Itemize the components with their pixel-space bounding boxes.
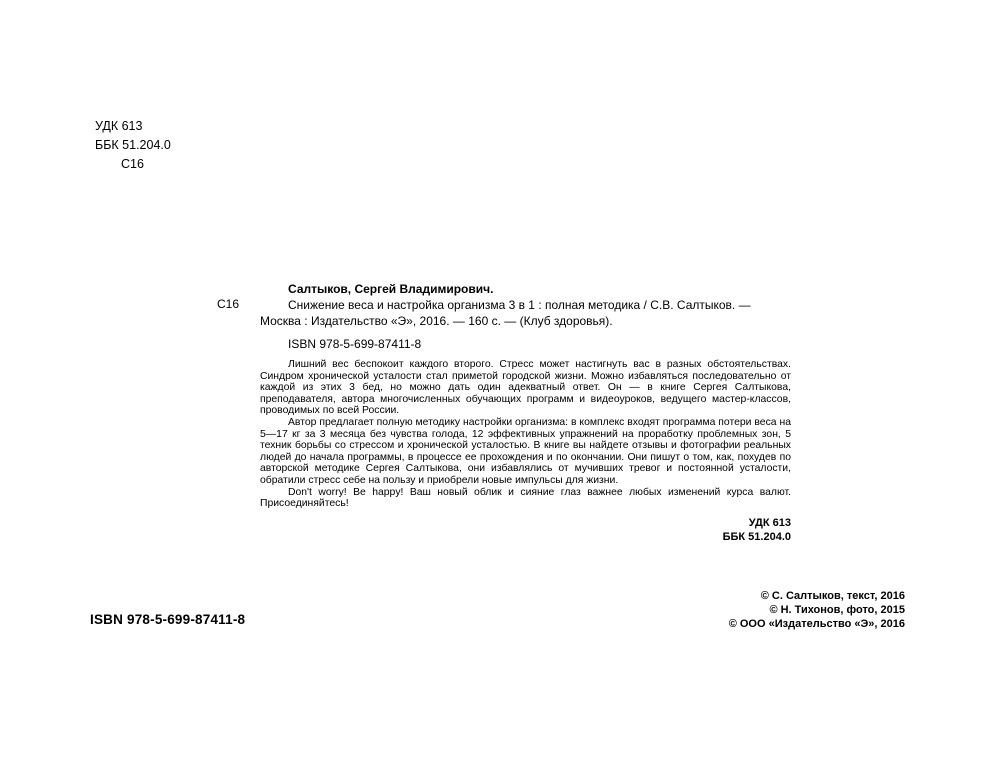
udk-code-bottom: УДК 613 bbox=[748, 516, 791, 529]
author-name: Салтыков, Сергей Владимирович. bbox=[288, 282, 494, 296]
copyright-line-text: © С. Салтыков, текст, 2016 bbox=[760, 590, 905, 602]
copyright-line-publisher: © ООО «Издательство «Э», 2016 bbox=[728, 618, 905, 630]
bbk-code-top: ББК 51.204.0 bbox=[95, 138, 171, 152]
annotation-paragraph-3: Don't worry! Be happy! Ваш новый облик и сияние глаз важнее любых изменений курса валют. Присоединяйтесь! bbox=[260, 486, 791, 510]
isbn-bottom: ISBN 978-5-699-87411-8 bbox=[90, 612, 246, 627]
classification-block-top bbox=[95, 117, 171, 174]
copyright-line-photo: © Н. Тихонов, фото, 2015 bbox=[769, 604, 905, 616]
annotation-paragraph-2: Автор предлагает полную методику настройки организма: в комплекс входят программа потери веса на 5—17 кг за 3 месяца без чувства голода, 12 эффективных упражнений на проработку проблемных зон, 5 техник борьбы со стрессом и хронической усталостью. В книге вы найдете отзывы и фотографии реальных людей до начала программы, в процессе ее прохождения и по окончании. Они пишут о том, как, похудев по авторской методике Сергея Салтыкова, они избавлялись от мучивших тревог и постоянной усталости, обратили стресс себе на пользу и приобрели новые импульсы для жизни. bbox=[260, 416, 791, 486]
copyright-block bbox=[729, 589, 905, 631]
catalog-author-sign: С16 bbox=[217, 297, 240, 311]
classification-block-bottom bbox=[260, 516, 791, 544]
bibliographic-description: Снижение веса и настройка организма 3 в 1 : полная методика / С.В. Салтыков. — Москва : Издательство «Э», 2016. — 160 с. — (Клуб здоровья). bbox=[260, 298, 751, 328]
main-text-column bbox=[260, 281, 791, 544]
annotation-paragraph-1: Лишний вес беспокоит каждого второго. Стресс может настигнуть вас в разных обстоятельствах. Синдром хронической усталости стал приметой городской жизни. Можно избавляться последовательно от каждой из этих 3 бед, но можно дать один адекватный ответ. Он — в книге Сергея Салтыкова, преподавателя, автора многочисленных обучающих программ и видеоуроков, ведущего мастер-классов, проводимых по всей России. bbox=[260, 359, 791, 417]
bbk-code-bottom: ББК 51.204.0 bbox=[722, 530, 791, 543]
isbn-catalog: ISBN 978-5-699-87411-8 bbox=[288, 337, 422, 351]
author-sign-top: С16 bbox=[121, 157, 144, 171]
udk-code-top: УДК 613 bbox=[95, 119, 143, 133]
